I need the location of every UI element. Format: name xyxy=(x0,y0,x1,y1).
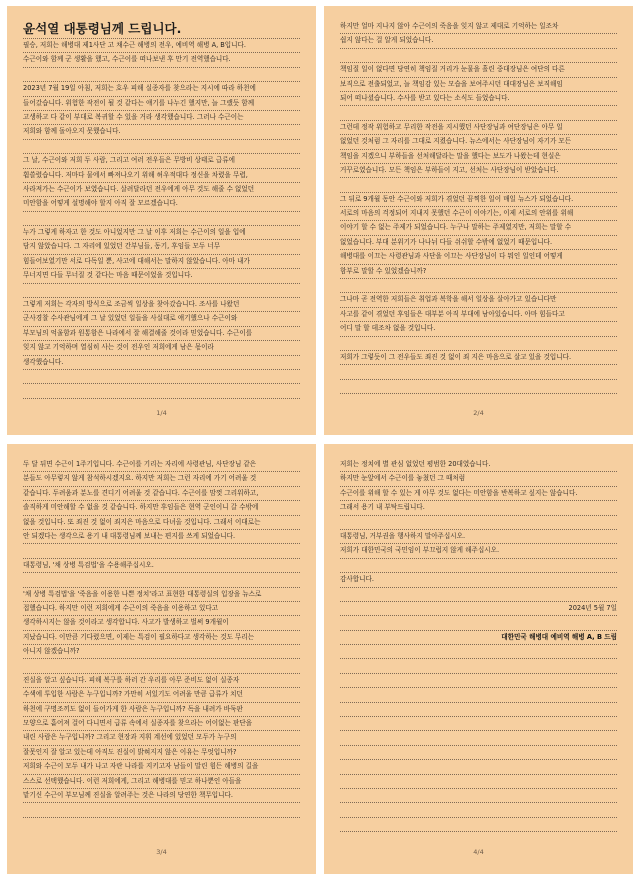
letter-line: 누가 그렇게 하자고 한 것도 아니었지만 그 날 이후 저희는 수근이의 일을 입에 xyxy=(23,226,300,240)
letter-line: 그래서 용기 내 부탁드립니다. xyxy=(340,501,617,515)
letter-date: 2024년 5월 7일 xyxy=(340,602,617,616)
letter-line: 대통령님, 거부권을 행사하지 말아주십시오. xyxy=(340,530,617,544)
letter-line: 휩쓸렸습니다. 저마다 물에서 빠져나오기 위해 허우적대다 정신을 차렸을 무렵, xyxy=(23,169,300,183)
page-number: 4/4 xyxy=(473,848,484,856)
page-body xyxy=(23,458,300,818)
blank-ruled-line xyxy=(340,588,617,602)
letter-line: 하천에 구명조끼도 없이 들어가게 한 사람은 누구입니까? 독을 내려가 바둑판 xyxy=(23,703,300,717)
letter-line: 잘못인지 잘 알고 있는데 아직도 진실이 밝혀지지 않은 이유는 무엇입니까? xyxy=(23,746,300,760)
blank-ruled-line xyxy=(23,659,300,673)
letter-line: 같습니다. 두려움과 분노를 견디기 어려울 것 같습니다. 수근이를 맘껏 그리워하고, xyxy=(23,487,300,501)
letter-line: 생각했습니다. xyxy=(23,356,300,370)
letter-line: 해병대를 이끄는 사령관님과 사단을 이끄는 사단장님이 다 뭐인 일인데 어떻게 xyxy=(340,250,617,264)
letter-line: 안 되겠다는 생각으로 용기 내 대통령님께 보내는 편지를 쓰게 되었습니다. xyxy=(23,530,300,544)
letter-page-3 xyxy=(7,444,316,874)
letter-line: 저희와 함께 돌아오지 못했습니다. xyxy=(23,125,300,139)
letter-line: 맡기신 수근이 부모님께 진실을 알려주는 것은 나라의 당연한 책무입니다. xyxy=(23,789,300,803)
letter-line: 아니지 않겠습니까? xyxy=(23,645,300,659)
page-number: 3/4 xyxy=(156,848,167,856)
letter-page-4 xyxy=(324,444,633,874)
blank-ruled-line xyxy=(340,731,617,745)
blank-ruled-line xyxy=(340,616,617,630)
letter-page-2 xyxy=(324,6,633,435)
blank-ruled-line xyxy=(23,370,300,384)
letter-line: 하지만 눈앞에서 수근이를 놓쳤던 그 때처럼 xyxy=(340,472,617,486)
letter-line: 대통령님, '채 상병 특검법'을 수용해주십시오. xyxy=(23,559,300,573)
letter-line: 서로의 마음의 걱정되어 지내지 못했던 수근이 이야기는, 이제 서로의 안위를 위해 xyxy=(340,207,617,221)
blank-ruled-line xyxy=(340,818,617,832)
page-body xyxy=(340,20,617,394)
letter-line: 함부로 말할 수 있었겠습니까? xyxy=(340,265,617,279)
blank-ruled-line xyxy=(23,803,300,817)
page-number: 1/4 xyxy=(156,409,167,417)
letter-line: 필승, 저희는 해병대 제1사단 고 채수근 해병의 전우, 예비역 해병 A, B입니다. xyxy=(23,39,300,53)
letter-line: 이야기 할 수 없는 주제가 되었습니다. 누구나 말하는 주제였지만, 저희는 말할 수 xyxy=(340,221,617,235)
letter-line: 책임을 지겠으니 부하들을 선처해달라는 말을 했다는 보도가 나왔는데 현실은 xyxy=(340,150,617,164)
blank-ruled-line xyxy=(340,516,617,530)
page-number: 2/4 xyxy=(473,409,484,417)
blank-ruled-line xyxy=(340,178,617,192)
blank-ruled-line xyxy=(340,279,617,293)
blank-ruled-line xyxy=(340,789,617,803)
letter-line: 힘들어보였기만 서로 다독일 뿐, 사고에 대해서는 말하지 않았습니다. 아마 내가 xyxy=(23,255,300,269)
letter-line: 감사합니다. xyxy=(340,573,617,587)
blank-ruled-line xyxy=(340,559,617,573)
letter-line: 미안함을 어떻게 설명해야 할지 아직 잘 모르겠습니다. xyxy=(23,197,300,211)
blank-ruled-line xyxy=(340,380,617,394)
letter-line: 그런데 정작 위험하고 무리한 작전을 지시했던 사단장님과 여단장님은 아무 일 xyxy=(340,121,617,135)
blank-ruled-line xyxy=(340,49,617,63)
blank-ruled-line xyxy=(340,106,617,120)
blank-ruled-line xyxy=(340,717,617,731)
blank-ruled-line xyxy=(23,573,300,587)
letter-line: 접했습니다. 하지만 이런 저희에게 수근이의 죽음을 이용하고 있다고 xyxy=(23,602,300,616)
blank-ruled-line xyxy=(340,775,617,789)
blank-ruled-line xyxy=(340,746,617,760)
letter-line: 들어갔습니다. 위험한 작전이 될 것 같다는 얘기를 나누긴 했지만, 늘 그랬듯 함께 xyxy=(23,97,300,111)
letter-line: 수근이를 위해 할 수 있는 게 아무 것도 없다는 미안함을 반복하고 싶지는 않습니다. xyxy=(340,487,617,501)
blank-ruled-line xyxy=(23,212,300,226)
letter-line: 잊지 않고 기억하며 열심히 사는 것이 전우인 저희에게 남은 몫이라 xyxy=(23,341,300,355)
letter-line: 2023년 7월 19일 아침, 저희는 호우 피해 실종자를 찾으라는 지시에 따라 하천에 xyxy=(23,82,300,96)
letter-line: 진실을 알고 싶습니다. 피해 복구를 하러 간 우리를 아무 준비도 없이 실종자 xyxy=(23,674,300,688)
blank-ruled-line xyxy=(23,384,300,398)
blank-ruled-line xyxy=(340,674,617,688)
letter-line: 두 달 뒤면 수근이 1주기입니다. 수근이를 기리는 자리에 사령관님, 사단장님 같은 xyxy=(23,458,300,472)
letter-line: 없었던 것처럼 그 자리를 그대로 지켰습니다. 뉴스에서는 사단장님이 자기가 모든 xyxy=(340,135,617,149)
blank-ruled-line xyxy=(340,337,617,351)
letter-line: 수근이와 함께 군 생활을 했고, 수근이를 떠나보낸 후 만기 전역했습니다. xyxy=(23,53,300,67)
letter-line: 부모님의 억울함과 원통함은 나라에서 잘 해결해줄 것이라 믿었습니다. 수근이를 xyxy=(23,327,300,341)
letter-line: 군사경찰 수사관님에게 그 날 있었던 일들을 사실대로 얘기했으나 수근이와 xyxy=(23,312,300,326)
letter-line: 생각하시지는 않을 것이라고 생각합니다. 사고가 발생하고 벌써 9개월이 xyxy=(23,616,300,630)
letter-line: 거꾸로였습니다. 모든 책임은 부하들이 지고, 선처는 사단장님이 받았습니다. xyxy=(340,164,617,178)
letter-signature: 대한민국 해병대 예비역 해병 A, B 드림 xyxy=(340,631,617,645)
letter-line: 저희는 정치에 별 관심 없었던 평범한 20대였습니다. xyxy=(340,458,617,472)
blank-ruled-line xyxy=(23,284,300,298)
blank-ruled-line xyxy=(340,803,617,817)
letter-line: 스스로 선택했습니다. 이런 저희에게, 그리고 해병대를 믿고 하나뿐인 아들을 xyxy=(23,775,300,789)
blank-ruled-line xyxy=(340,365,617,379)
letter-line: 그렇게 저희는 각자의 방식으로 조금씩 일상을 찾아갔습니다. 조사를 나왔던 xyxy=(23,298,300,312)
letter-line: 하지만 얼마 지나지 않아 수근이의 죽음을 잊지 않고 제대로 기억하는 일조차 xyxy=(340,20,617,34)
letter-line: 없을 것입니다. 또 죄진 것 없이 죄지은 마음으로 다녀올 것입니다. 그래서 이대로는 xyxy=(23,516,300,530)
letter-line: 보직으로 전출되었고, 늘 책임감 있는 모습을 보여주시던 대대장님은 보직해임 xyxy=(340,78,617,92)
letter-line: 분들도 아무렇지 않게 참석하시겠지요. 하지만 저희는 그런 자리에 가기 어려울 것 xyxy=(23,472,300,486)
letter-line: 책임질 일이 없다면 당연히 책임질 거리가 눈물을 흘린 중대장님은 여단의 다른 xyxy=(340,63,617,77)
letter-line: 고생하고 다 같이 부대로 복귀할 수 있을 거라 생각했습니다. 그러나 수근이는 xyxy=(23,111,300,125)
letter-title: 윤석열 대통령님께 드립니다. xyxy=(23,20,300,39)
letter-line: 저희와 수근이 모두 내가 나고 자란 나라를 지키고자 남들이 말린 힘든 해병의 길을 xyxy=(23,760,300,774)
letter-line: 그 날, 수근이와 저희 두 사람, 그리고 여러 전우들은 무방비 상태로 급류에 xyxy=(23,154,300,168)
letter-line: 지났습니다. 이만큼 기다렸으면, 이제는 특검이 필요하다고 생각하는 것도 무리는 xyxy=(23,631,300,645)
letter-line: 담지 않았습니다. 그 자리에 있었던 간부님들, 동기, 후임들 모두 너무 xyxy=(23,240,300,254)
blank-ruled-line xyxy=(23,544,300,558)
letter-line: 사라져가는 수근이가 보였습니다. 살려달라던 전우에게 아무 것도 해줄 수 없었던 xyxy=(23,183,300,197)
letter-line: 무너지면 다들 무너질 것 같다는 마음 때문이었을 것입니다. xyxy=(23,269,300,283)
letter-line: 쉽지 않다는 걸 알게 되었습니다. xyxy=(340,34,617,48)
letter-line: 그 뒤로 9개월 동안 수근이와 저희가 겪었던 끔찍한 일이 매일 뉴스가 되었습니다. xyxy=(340,193,617,207)
letter-line: '채 상병 특검법'을 '죽음을 이용한 나쁜 정치'라고 표현한 대통령실의 입장을 뉴스로 xyxy=(23,588,300,602)
letter-line: 저희가 대한민국의 국민임이 부끄럽지 않게 해주십시오. xyxy=(340,544,617,558)
page-body xyxy=(340,458,617,832)
letter-line: 저희가 그렇듯이 그 전우들도 죄진 것 없이 죄 지은 마음으로 살고 있을 것입니다. xyxy=(340,351,617,365)
letter-line: 솔직하게 미안해할 수 없을 것 같습니다. 하지만 후임들은 현역 군인이니 갈 수밖에 xyxy=(23,501,300,515)
letter-line: 없었습니다. 부대 분위기가 나나뉘 다들 쉬쉬할 수밖에 없었기 때문입니다. xyxy=(340,236,617,250)
blank-ruled-line xyxy=(340,760,617,774)
letter-line: 수색에 투입한 사람은 누구입니까? 가만히 서있기도 어려울 만큼 급류가 치던 xyxy=(23,688,300,702)
blank-ruled-line xyxy=(340,703,617,717)
blank-ruled-line xyxy=(340,688,617,702)
blank-ruled-line xyxy=(340,659,617,673)
letter-line: 어디 말 할 데조차 없을 것입니다. xyxy=(340,322,617,336)
letter-line: 사고를 같이 겪었던 후임들은 대부분 아직 부대에 남아있습니다. 아마 힘들다고 xyxy=(340,308,617,322)
blank-ruled-line xyxy=(23,68,300,82)
page-body xyxy=(23,39,300,399)
letter-line: 그나마 곧 전역한 저희들은 취업과 복학을 해서 일상을 살아가고 있습니다만 xyxy=(340,293,617,307)
letter-line: 모양으로 흩어져 걸어 다니면서 급류 속에서 실종자를 찾으라는 어이없는 판단을 xyxy=(23,717,300,731)
letter-line: 되어 떠나셨습니다. 수사를 받고 있다는 소식도 들었습니다. xyxy=(340,92,617,106)
letter-page-1 xyxy=(7,6,316,435)
blank-ruled-line xyxy=(340,645,617,659)
letter-line: 내린 사람은 누구입니까? 그리고 현장과 지휘 계선에 있었던 모두가 누구의 xyxy=(23,731,300,745)
blank-ruled-line xyxy=(23,140,300,154)
